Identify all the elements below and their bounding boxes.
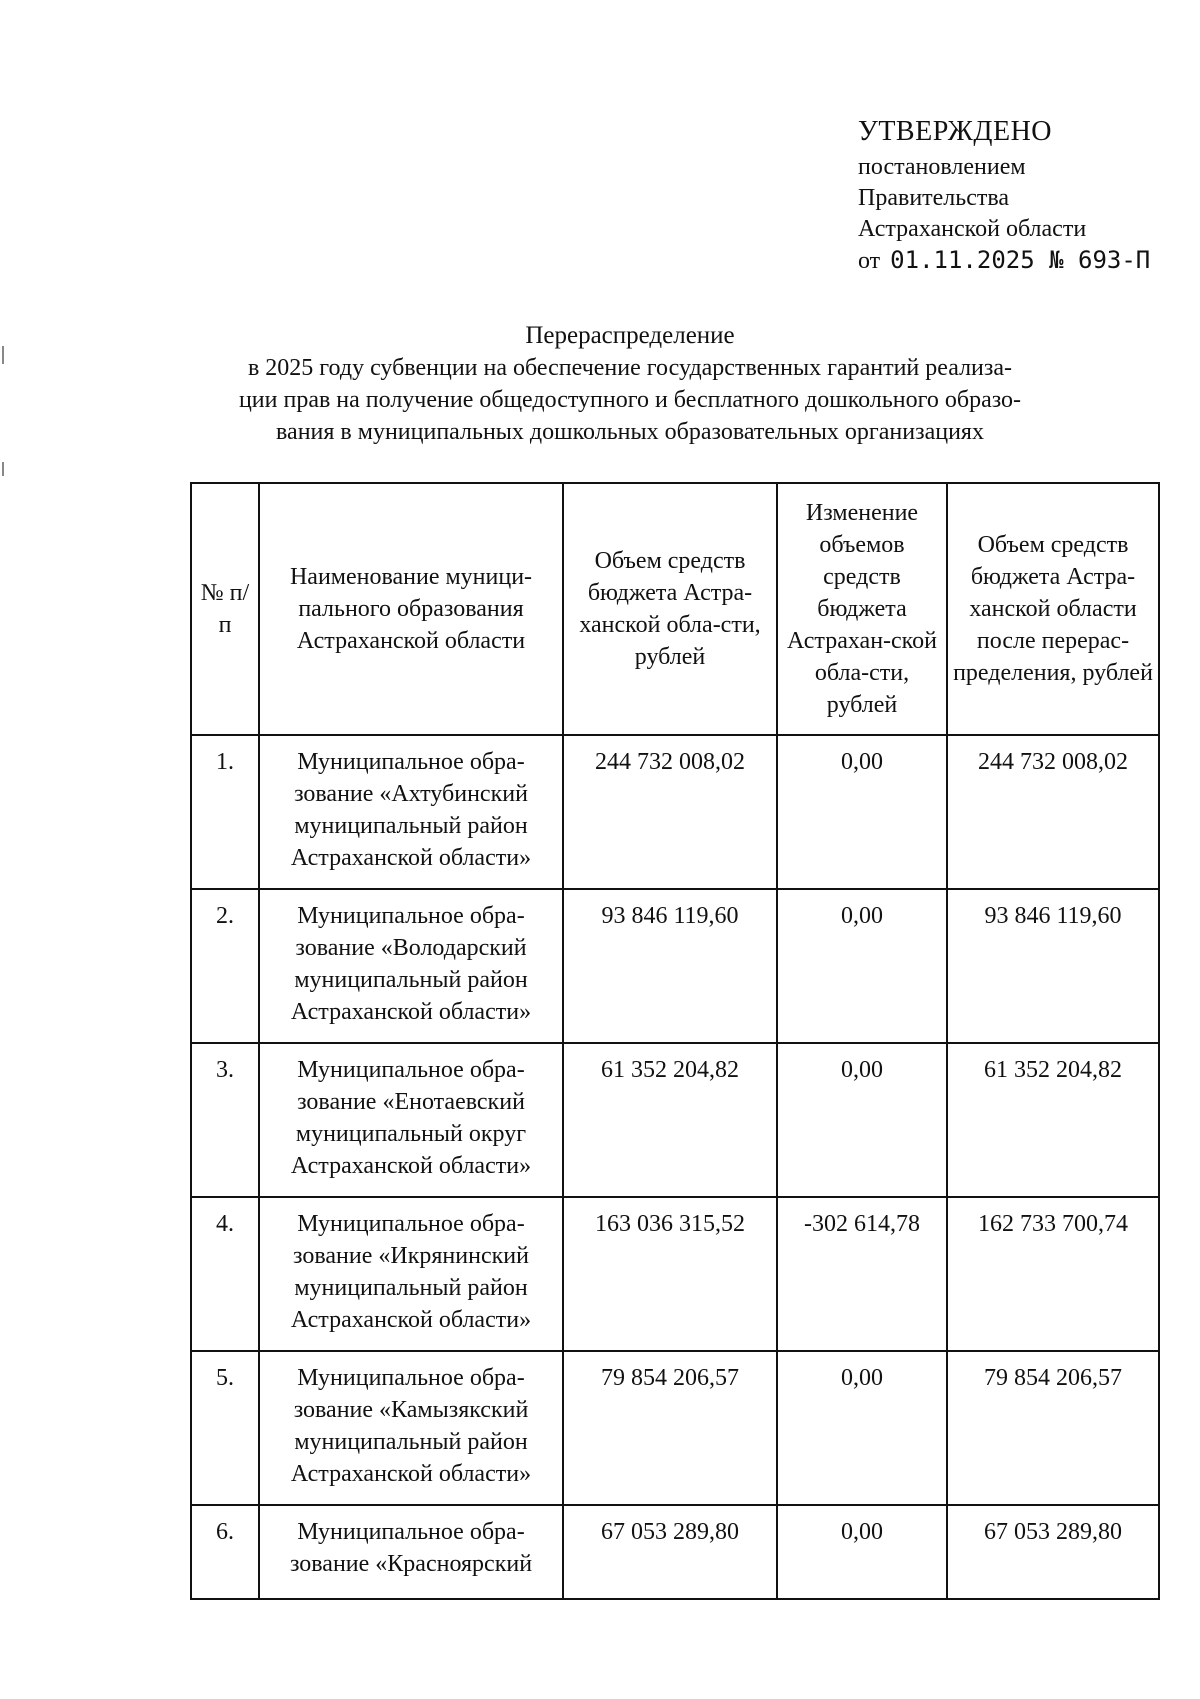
cell-initial-volume: 163 036 315,52 [563, 1197, 777, 1351]
document-title-main: Перераспределение [525, 322, 735, 349]
approval-heading: УТВЕРЖДЕНО [858, 116, 1053, 147]
cell-volume-change: 0,00 [777, 735, 947, 889]
cell-municipality: Муниципальное обра-зование «Камызякский муниципальный район Астраханской области» [259, 1351, 563, 1505]
table-row [191, 1197, 1159, 1351]
cell-final-volume: 244 732 008,02 [947, 735, 1159, 889]
document-title [190, 320, 1070, 448]
cell-initial-volume: 67 053 289,80 [563, 1505, 777, 1599]
approval-line-1: постановлением [858, 154, 1026, 180]
cell-initial-volume: 244 732 008,02 [563, 735, 777, 889]
cell-volume-change: 0,00 [777, 1351, 947, 1505]
cell-initial-volume: 79 854 206,57 [563, 1351, 777, 1505]
cell-volume-change: 0,00 [777, 1043, 947, 1197]
cell-municipality: Муниципальное обра-зование «Володарский муниципальный район Астраханской области» [259, 889, 563, 1043]
table-header-row [191, 483, 1159, 735]
document-title-line-2: ции прав на получение общедоступного и бесплатного дошкольного образо- [238, 387, 1022, 413]
scan-edge-mark [2, 462, 4, 476]
cell-final-volume: 79 854 206,57 [947, 1351, 1159, 1505]
cell-number: 6. [191, 1505, 259, 1599]
header-number: № п/п [191, 483, 259, 735]
document-title-line-1: в 2025 году субвенции на обеспечение государственных гарантий реализа- [247, 355, 1013, 381]
cell-initial-volume: 93 846 119,60 [563, 889, 777, 1043]
cell-final-volume: 93 846 119,60 [947, 889, 1159, 1043]
approval-date-number: 01.11.2025 № 693-П [890, 246, 1151, 274]
cell-final-volume: 162 733 700,74 [947, 1197, 1159, 1351]
cell-municipality: Муниципальное обра-зование «Енотаевский муниципальный округ Астраханской области» [259, 1043, 563, 1197]
cell-volume-change: -302 614,78 [777, 1197, 947, 1351]
scan-edge-mark [2, 346, 4, 364]
header-municipality: Наименование муници-пального образования Астраханской области [259, 483, 563, 735]
header-volume-change: Изменение объемов средств бюджета Астрахан-ской обла-сти, рублей [777, 483, 947, 735]
header-final-volume: Объем средств бюджета Астра-ханской области после перерас-пределения, рублей [947, 483, 1159, 735]
cell-number: 2. [191, 889, 259, 1043]
table-row [191, 889, 1159, 1043]
table-row [191, 735, 1159, 889]
approval-line-2: Правительства [858, 185, 1010, 211]
approval-date-prefix: от [858, 248, 881, 274]
cell-final-volume: 61 352 204,82 [947, 1043, 1159, 1197]
header-initial-volume: Объем средств бюджета Астра-ханской обла-сти, рублей [563, 483, 777, 735]
cell-municipality: Муниципальное обра-зование «Ахтубинский муниципальный район Астраханской области» [259, 735, 563, 889]
cell-number: 3. [191, 1043, 259, 1197]
approval-stamp [858, 112, 1178, 277]
cell-initial-volume: 61 352 204,82 [563, 1043, 777, 1197]
cell-number: 1. [191, 735, 259, 889]
cell-municipality: Муниципальное обра-зование «Икрянинский муниципальный район Астраханской области» [259, 1197, 563, 1351]
approval-line-3: Астраханской области [858, 216, 1087, 242]
cell-volume-change: 0,00 [777, 889, 947, 1043]
document-title-line-3: вания в муниципальных дошкольных образовательных организациях [276, 419, 984, 445]
table-row [191, 1043, 1159, 1197]
table-row [191, 1505, 1159, 1599]
cell-volume-change: 0,00 [777, 1505, 947, 1599]
table-row [191, 1351, 1159, 1505]
approval-date-line [858, 245, 1178, 277]
cell-number: 5. [191, 1351, 259, 1505]
cell-number: 4. [191, 1197, 259, 1351]
cell-final-volume: 67 053 289,80 [947, 1505, 1159, 1599]
cell-municipality: Муниципальное обра-зование «Красноярский [259, 1505, 563, 1599]
redistribution-table [190, 482, 1160, 1600]
